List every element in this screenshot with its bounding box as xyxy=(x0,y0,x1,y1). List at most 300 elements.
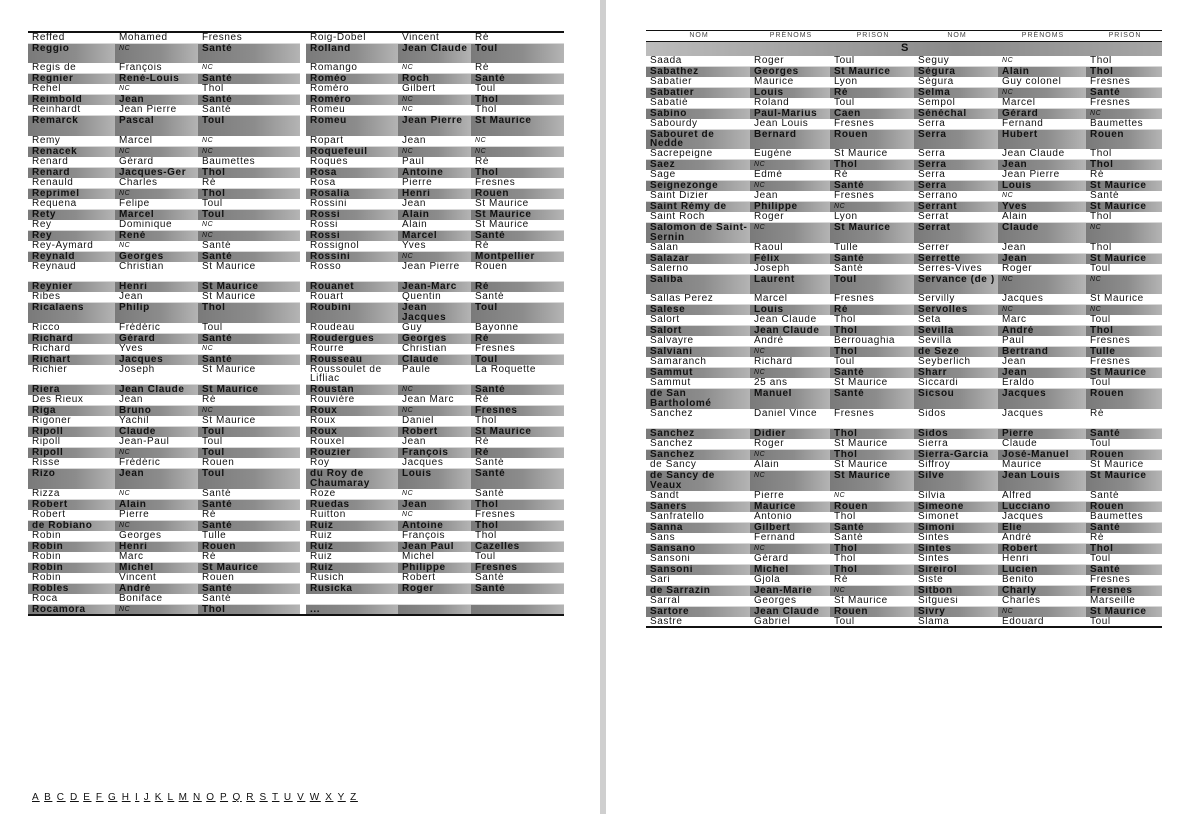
prison-cell: Ré xyxy=(198,552,300,563)
prenom-cell: Yves xyxy=(115,344,198,355)
alphabet-link-a[interactable]: A xyxy=(32,792,40,803)
prison-cell: St Maurice xyxy=(198,292,300,303)
prenom-cell: Philippe xyxy=(398,562,471,573)
prenom-cell: Jean Claude xyxy=(750,315,830,326)
prison-cell: St Maurice xyxy=(471,220,564,231)
prison-cell: Toul xyxy=(1086,617,1162,628)
prison-cell: St Maurice xyxy=(471,116,564,136)
prenom-cell: Félix xyxy=(750,253,830,264)
prenom-cell: Jean-Marie xyxy=(750,585,830,596)
table-row xyxy=(28,552,564,563)
alphabet-link-t[interactable]: T xyxy=(271,792,280,803)
table-row xyxy=(28,188,564,199)
table-row xyxy=(646,274,1162,294)
nom-cell: Sabino xyxy=(646,108,750,119)
prison-cell: Fresnes xyxy=(830,191,914,202)
alphabet-link-p[interactable]: P xyxy=(219,792,229,803)
prison-cell: Rouen xyxy=(1086,389,1162,409)
nom-cell: Sanchez xyxy=(646,409,750,429)
nom-cell: Rossignol xyxy=(306,241,398,252)
prison-cell: Fresnes xyxy=(1086,98,1162,109)
prison-cell: St Maurice xyxy=(198,262,300,282)
alphabet-link-y[interactable]: Y xyxy=(337,792,346,803)
nom-cell: Serrat xyxy=(914,223,998,243)
alphabet-link-j[interactable]: J xyxy=(143,792,151,803)
alphabet-link-w[interactable]: W xyxy=(309,792,321,803)
alphabet-link-b[interactable]: B xyxy=(44,792,53,803)
nom-cell: Robin xyxy=(28,541,115,552)
prison-cell: Santé xyxy=(198,354,300,365)
nom-cell: Sansoni xyxy=(646,564,750,575)
prison-cell: Rouen xyxy=(471,262,564,282)
nom-cell: Ruedas xyxy=(306,499,398,510)
nom-cell: Simoni xyxy=(914,522,998,533)
prenom-cell: Didier xyxy=(750,429,830,440)
table-row xyxy=(28,469,564,489)
prenom-cell: Maurice xyxy=(998,460,1086,471)
prenom-cell: Guy colonel xyxy=(998,77,1086,88)
alphabet-link-u[interactable]: U xyxy=(283,792,293,803)
prenom-cell: Boniface xyxy=(115,594,198,605)
nom-cell: de Sancy xyxy=(646,460,750,471)
table-row xyxy=(28,178,564,189)
table-row xyxy=(28,365,564,385)
prison-cell: NC xyxy=(830,202,914,213)
nom-cell: Serra xyxy=(914,129,998,149)
prenom-cell: Jean Claude xyxy=(750,326,830,337)
nom-cell: Sicsou xyxy=(914,389,998,409)
nom-cell: Robin xyxy=(28,562,115,573)
prison-cell: St Maurice xyxy=(198,365,300,385)
prison-cell: Santé xyxy=(198,43,300,63)
alphabet-link-m[interactable]: M xyxy=(178,792,189,803)
prenom-cell: Louis xyxy=(750,305,830,316)
prenom-cell: Roger xyxy=(998,264,1086,275)
nom-cell: Simeone xyxy=(914,501,998,512)
prison-cell: Santé xyxy=(830,368,914,379)
prison-cell: St Maurice xyxy=(1086,471,1162,491)
prison-cell: Baumettes xyxy=(1086,119,1162,130)
prison-cell: Fresnes xyxy=(198,32,300,43)
prison-cell: Lyon xyxy=(830,212,914,223)
table-row xyxy=(28,395,564,406)
prenom-cell: Jean xyxy=(998,160,1086,171)
table-row xyxy=(646,305,1162,316)
table-row xyxy=(646,368,1162,379)
prison-cell: Santé xyxy=(471,292,564,303)
prenom-cell: NC xyxy=(750,368,830,379)
table-row xyxy=(646,315,1162,326)
prison-cell: St Maurice xyxy=(1086,253,1162,264)
table-row xyxy=(28,63,564,74)
prenom-cell: Jean xyxy=(115,95,198,106)
table-row xyxy=(646,460,1162,471)
nom-cell: Serra xyxy=(914,160,998,171)
nom-cell: Ruitton xyxy=(306,510,398,521)
section-letter: S xyxy=(646,42,1162,56)
nom-cell: Roquefeuil xyxy=(306,146,398,157)
alphabet-link-s[interactable]: S xyxy=(259,792,268,803)
nom-cell: Ségura xyxy=(914,66,998,77)
alphabet-index xyxy=(32,792,358,803)
prison-cell: Toul xyxy=(830,357,914,368)
prison-cell: Ré xyxy=(830,170,914,181)
prison-cell: NC xyxy=(198,406,300,417)
table-row xyxy=(28,43,564,63)
prison-cell: Santé xyxy=(471,385,564,396)
nom-cell: Sintes xyxy=(914,533,998,544)
prenom-cell: Jean xyxy=(998,243,1086,254)
nom-cell: Rizo xyxy=(28,469,115,489)
alphabet-link-f[interactable]: F xyxy=(95,792,104,803)
alphabet-link-n[interactable]: N xyxy=(192,792,202,803)
prison-cell: St Maurice xyxy=(471,209,564,220)
nom-cell: Reprimel xyxy=(28,188,115,199)
prenom-cell: André xyxy=(750,336,830,347)
prison-cell: Rouen xyxy=(1086,450,1162,461)
nom-cell: Serra xyxy=(914,119,998,130)
nom-cell: Ruiz xyxy=(306,541,398,552)
alphabet-link-l[interactable]: L xyxy=(167,792,175,803)
prenom-cell: Jean xyxy=(998,253,1086,264)
alphabet-link-q[interactable]: Q xyxy=(232,792,242,803)
nom-cell: Roméo xyxy=(306,74,398,85)
prenom-cell: Yves xyxy=(998,202,1086,213)
prison-cell: Thol xyxy=(471,531,564,542)
prenom-cell: Jacques-Ger xyxy=(115,167,198,178)
prenom-cell: Michel xyxy=(115,562,198,573)
nom-cell: Roméro xyxy=(306,95,398,106)
table-row xyxy=(28,146,564,157)
prison-cell: Santé xyxy=(830,522,914,533)
nom-cell: Serrer xyxy=(914,243,998,254)
nom-cell: Rolland xyxy=(306,43,398,63)
prenom-cell: Jean xyxy=(115,469,198,489)
alphabet-link-i[interactable]: I xyxy=(135,792,140,803)
nom-cell: Sempol xyxy=(914,98,998,109)
prenom-cell: Jean xyxy=(398,499,471,510)
prison-cell: Toul xyxy=(198,437,300,448)
prison-cell: Toul xyxy=(830,274,914,294)
table-row xyxy=(28,354,564,365)
nom-cell: Richard xyxy=(28,344,115,355)
nom-cell: Roques xyxy=(306,157,398,168)
nom-cell: Sabouret de Nedde xyxy=(646,129,750,149)
nom-cell: Sansoni xyxy=(646,554,750,565)
nom-cell: Des Rieux xyxy=(28,395,115,406)
prenom-cell: Quentin xyxy=(398,292,471,303)
nom-cell: Romango xyxy=(306,63,398,74)
table-row xyxy=(646,429,1162,440)
prenom-cell: NC xyxy=(998,87,1086,98)
prenom-cell: Henri xyxy=(115,541,198,552)
prison-cell xyxy=(471,604,564,615)
nom-cell: Ripoll xyxy=(28,427,115,438)
prenom-cell: Fernand xyxy=(998,119,1086,130)
prison-cell: NC xyxy=(198,146,300,157)
alphabet-link-z[interactable]: Z xyxy=(350,792,358,803)
prenom-cell: Jean Pierre xyxy=(998,170,1086,181)
table-row xyxy=(28,74,564,85)
prison-cell: Ré xyxy=(471,32,564,43)
table-row xyxy=(28,437,564,448)
table-row xyxy=(28,167,564,178)
nom-cell: Rigoner xyxy=(28,416,115,427)
nom-cell: Salort xyxy=(646,315,750,326)
nom-cell: Reffed xyxy=(28,32,115,43)
prison-cell: Santé xyxy=(198,74,300,85)
alphabet-link-c[interactable]: C xyxy=(56,792,66,803)
table-row xyxy=(28,157,564,168)
prenom-cell: Paul-Marius xyxy=(750,108,830,119)
prison-cell: St Maurice xyxy=(830,596,914,607)
nom-cell: Salerno xyxy=(646,264,750,275)
prenom-cell: Michel xyxy=(750,564,830,575)
prison-cell: St Maurice xyxy=(1086,181,1162,192)
nom-cell: Sabatié xyxy=(646,98,750,109)
table-row xyxy=(28,116,564,136)
prenom-cell: NC xyxy=(398,385,471,396)
prenom-cell: Georges xyxy=(115,251,198,262)
nom-cell: Rosalia xyxy=(306,188,398,199)
prison-cell: Fresnes xyxy=(1086,77,1162,88)
prenom-cell: NC xyxy=(750,450,830,461)
prenom-cell: Jean Pierre xyxy=(115,105,198,116)
prison-cell: St Maurice xyxy=(1086,294,1162,305)
prison-cell: Fresnes xyxy=(830,294,914,305)
table-row xyxy=(28,282,564,293)
prenom-cell: Jean Pierre xyxy=(398,116,471,136)
nom-cell: Robert xyxy=(28,499,115,510)
nom-cell: Roig-Dobel xyxy=(306,32,398,43)
table-row xyxy=(646,554,1162,565)
prenom-cell: Jean Louis xyxy=(750,119,830,130)
alphabet-link-d[interactable]: D xyxy=(70,792,79,803)
prison-cell: Ré xyxy=(471,448,564,459)
nom-cell: Ruiz xyxy=(306,531,398,542)
nom-cell: Sanna xyxy=(646,522,750,533)
prison-cell: NC xyxy=(198,136,300,147)
prenom-cell: NC xyxy=(398,251,471,262)
prison-cell: Baumettes xyxy=(198,157,300,168)
prison-cell: Caen xyxy=(830,108,914,119)
nom-cell: Ribes xyxy=(28,292,115,303)
prison-cell: Fresnes xyxy=(471,510,564,521)
prenom-cell: Georges xyxy=(750,596,830,607)
table-row xyxy=(28,448,564,459)
nom-cell: Rosa xyxy=(306,167,398,178)
left-name-table xyxy=(28,31,564,616)
prenom-cell: José-Manuel xyxy=(998,450,1086,461)
nom-cell: Sierra xyxy=(914,439,998,450)
prison-cell: Thol xyxy=(471,167,564,178)
nom-cell: Riga xyxy=(28,406,115,417)
nom-cell: Roca xyxy=(28,594,115,605)
nom-cell: Siste xyxy=(914,575,998,586)
prenom-cell: NC xyxy=(398,489,471,500)
prenom-cell: Vincent xyxy=(115,573,198,584)
nom-cell: Reinhardt xyxy=(28,105,115,116)
prison-cell: Ré xyxy=(1086,533,1162,544)
prison-cell: Rouen xyxy=(1086,501,1162,512)
table-row xyxy=(28,520,564,531)
prison-cell: Ré xyxy=(471,282,564,293)
nom-cell: de Seze xyxy=(914,347,998,358)
prenom-cell: Jean xyxy=(998,357,1086,368)
table-row xyxy=(646,56,1162,67)
prenom-cell: François xyxy=(398,531,471,542)
prenom-cell: Paule xyxy=(398,365,471,385)
prison-cell: Rouen xyxy=(830,501,914,512)
prenom-cell: NC xyxy=(115,188,198,199)
prenom-cell: Gilbert xyxy=(398,84,471,95)
nom-cell: Robin xyxy=(28,573,115,584)
table-row xyxy=(28,510,564,521)
alphabet-link-g[interactable]: G xyxy=(108,792,118,803)
alphabet-link-o[interactable]: O xyxy=(206,792,216,803)
nom-cell: Reggio xyxy=(28,43,115,63)
prison-cell: Ré xyxy=(471,157,564,168)
prenom-cell: Pascal xyxy=(115,116,198,136)
nom-cell: Rouxel xyxy=(306,437,398,448)
nom-cell: Sénéchal xyxy=(914,108,998,119)
table-row xyxy=(28,406,564,417)
prenom-cell: Lucien xyxy=(998,564,1086,575)
nom-cell: Saez xyxy=(646,160,750,171)
nom-cell: Rouanet xyxy=(306,282,398,293)
prenom-cell: Jean-Marc xyxy=(398,282,471,293)
prison-cell: Toul xyxy=(1086,378,1162,389)
nom-cell: Richier xyxy=(28,365,115,385)
nom-cell: Richart xyxy=(28,354,115,365)
prenom-cell: Alain xyxy=(398,220,471,231)
prison-cell: Thol xyxy=(198,303,300,323)
prenom-cell: Jacques xyxy=(998,294,1086,305)
prenom-cell: Roger xyxy=(398,583,471,594)
nom-cell: Seyberlich xyxy=(914,357,998,368)
prison-cell: Thol xyxy=(1086,149,1162,160)
prenom-cell: Robert xyxy=(998,543,1086,554)
prenom-cell: Henri xyxy=(998,554,1086,565)
prenom-cell: Gérard xyxy=(998,108,1086,119)
nom-cell: Seta xyxy=(914,315,998,326)
prenom-cell: Georges xyxy=(750,66,830,77)
prenom-cell: Claude xyxy=(998,439,1086,450)
prison-cell: Santé xyxy=(471,573,564,584)
prenom-cell: Gjola xyxy=(750,575,830,586)
nom-cell: Simonet xyxy=(914,512,998,523)
nom-cell: Salese xyxy=(646,305,750,316)
nom-cell: de Sarrazin xyxy=(646,585,750,596)
header-nom-2: NOM xyxy=(914,31,998,42)
prenom-cell: Louis xyxy=(398,469,471,489)
prison-cell: Toul xyxy=(198,427,300,438)
prison-cell: Fresnes xyxy=(471,562,564,573)
alphabet-link-k[interactable]: K xyxy=(154,792,164,803)
table-row xyxy=(28,583,564,594)
table-row xyxy=(646,389,1162,409)
prenom-cell: Guy xyxy=(398,323,471,334)
prenom-cell: Jean xyxy=(115,292,198,303)
nom-cell: Serrant xyxy=(914,202,998,213)
prenom-cell: Alain xyxy=(115,499,198,510)
prenom-cell: Benito xyxy=(998,575,1086,586)
nom-cell: Renard xyxy=(28,157,115,168)
nom-cell: Sitbon xyxy=(914,585,998,596)
prenom-cell: François xyxy=(398,448,471,459)
prenom-cell: Marcel xyxy=(115,136,198,147)
table-row xyxy=(28,95,564,106)
nom-cell: Risse xyxy=(28,458,115,469)
nom-cell: de Sancy de Veaux xyxy=(646,471,750,491)
prenom-cell: Jean xyxy=(398,136,471,147)
nom-cell: Sharr xyxy=(914,368,998,379)
table-row xyxy=(646,170,1162,181)
prison-cell: St Maurice xyxy=(1086,368,1162,379)
prenom-cell: Alain xyxy=(998,212,1086,223)
table-row xyxy=(646,564,1162,575)
prison-cell: Toul xyxy=(830,617,914,628)
nom-cell: Sage xyxy=(646,170,750,181)
prenom-cell: Joseph xyxy=(115,365,198,385)
alphabet-link-v[interactable]: V xyxy=(297,792,306,803)
nom-cell: Sastre xyxy=(646,617,750,628)
nom-cell: Servilly xyxy=(914,294,998,305)
nom-cell: Seignezonge xyxy=(646,181,750,192)
table-row xyxy=(28,385,564,396)
prison-cell: Toul xyxy=(1086,315,1162,326)
prenom-cell: Jacques xyxy=(998,512,1086,523)
prenom-cell: Claude xyxy=(398,354,471,365)
prison-cell: Toul xyxy=(1086,439,1162,450)
nom-cell: Rety xyxy=(28,209,115,220)
table-row xyxy=(646,606,1162,617)
table-row xyxy=(646,471,1162,491)
prison-cell: Cazelles xyxy=(471,541,564,552)
alphabet-link-e[interactable]: E xyxy=(83,792,92,803)
nom-cell: Robles xyxy=(28,583,115,594)
prison-cell: Santé xyxy=(471,230,564,241)
alphabet-link-x[interactable]: X xyxy=(325,792,334,803)
nom-cell: Salort xyxy=(646,326,750,337)
table-row xyxy=(646,264,1162,275)
prenom-cell: René xyxy=(115,230,198,241)
prison-cell: Fresnes xyxy=(830,409,914,429)
prenom-cell: Alain xyxy=(750,460,830,471)
nom-cell: Renauld xyxy=(28,178,115,189)
nom-cell: Slama xyxy=(914,617,998,628)
prenom-cell: Jean xyxy=(998,368,1086,379)
prison-cell: Fresnes xyxy=(1086,336,1162,347)
nom-cell: Samaranch xyxy=(646,357,750,368)
prenom-cell: Jean Claude xyxy=(115,385,198,396)
nom-cell: Sammut xyxy=(646,378,750,389)
prison-cell: St Maurice xyxy=(471,427,564,438)
prenom-cell: NC xyxy=(115,241,198,252)
table-row xyxy=(646,66,1162,77)
table-row xyxy=(28,427,564,438)
table-row xyxy=(646,596,1162,607)
nom-cell: Rusicka xyxy=(306,583,398,594)
table-row xyxy=(28,105,564,116)
prison-cell: Santé xyxy=(1086,522,1162,533)
alphabet-link-h[interactable]: H xyxy=(121,792,131,803)
alphabet-link-r[interactable]: R xyxy=(246,792,256,803)
prenom-cell: Laurent xyxy=(750,274,830,294)
nom-cell: Rey xyxy=(28,230,115,241)
nom-cell: Reynaud xyxy=(28,262,115,282)
prenom-cell: Bruno xyxy=(115,406,198,417)
